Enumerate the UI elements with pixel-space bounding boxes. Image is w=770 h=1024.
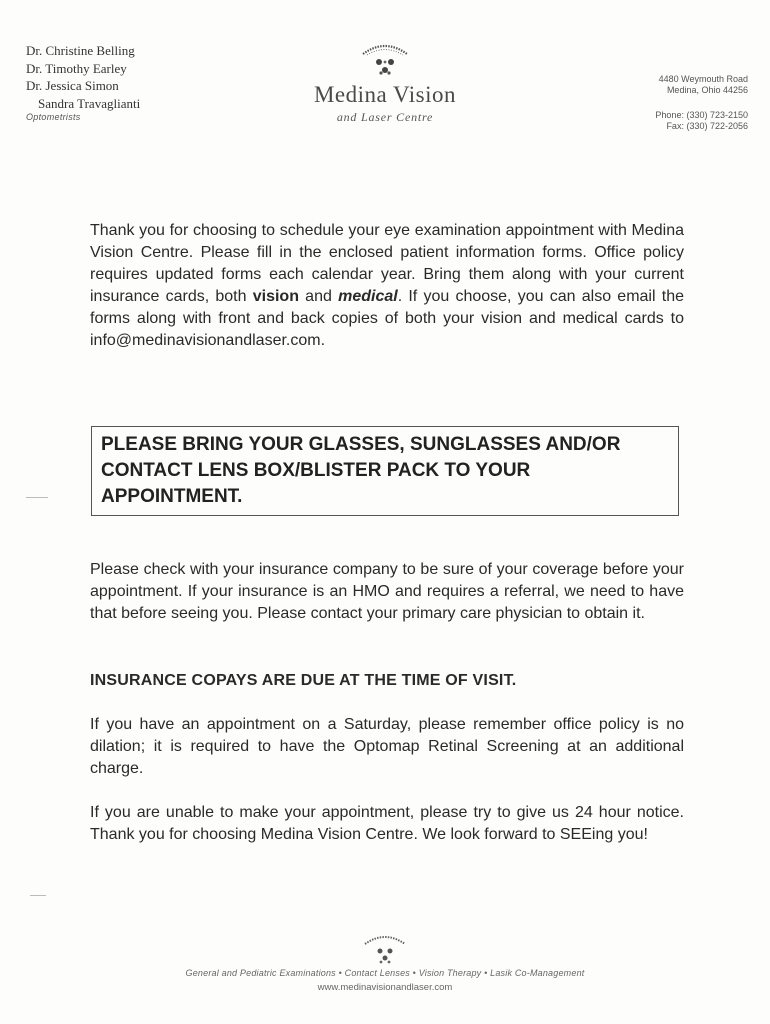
phone-number: Phone: (330) 723-2150	[655, 110, 748, 120]
eye-logo-icon	[355, 40, 415, 80]
fax-number: Fax: (330) 722-2056	[666, 121, 748, 131]
scan-artifact	[30, 895, 46, 896]
intro-text-continued: . If you choose, you can also email the forms along with front and back copies of both your vision and medical cards to info@medinavisionandlaser.com.	[90, 288, 684, 349]
address-city: Medina, Ohio 44256	[666, 85, 748, 95]
bring-glasses-callout: PLEASE BRING YOUR GLASSES, SUNGLASSES AND/OR CONTACT LENS BOX/BLISTER PACK TO YOUR APPOINTMENT.	[91, 426, 679, 516]
doctor-name: Sandra Travaglianti	[38, 95, 141, 111]
brand-name: Medina Vision	[313, 82, 457, 107]
intro-medical-emphasis: medical	[338, 288, 398, 305]
footer-website-link[interactable]: www.medinavisionandlaser.com	[317, 982, 453, 993]
insurance-paragraph: Please check with your insurance company to be sure of your coverage before your appointment. If your insurance is an HMO and requires a referral, we need to have that before seeing you. Please contact your primary care physician to obtain it.	[90, 561, 684, 622]
doctors-title: Optometrists	[26, 112, 81, 122]
doctor-name: Dr. Christine Belling	[26, 43, 135, 58]
footer-services: General and Pediatric Examinations • Contact Lenses • Vision Therapy • Lasik Co-Management	[185, 968, 585, 978]
brand-subtitle: and Laser Centre	[336, 110, 434, 124]
saturday-paragraph: If you have an appointment on a Saturday, please remember office policy is no dilation; it is required to have the Optomap Retinal Screening at an additional charge.	[90, 716, 684, 777]
closing-paragraph: If you are unable to make your appointment, please try to give us 24 hour notice. Thank you for choosing Medina Vision Centre. We look forward to SEEing you!	[90, 804, 684, 843]
copay-notice: INSURANCE COPAYS ARE DUE AT THE TIME OF VISIT.	[90, 672, 517, 689]
address-block	[548, 74, 748, 132]
scan-artifact	[26, 497, 48, 498]
doctor-name: Dr. Jessica Simon	[26, 78, 119, 93]
intro-and: and	[298, 288, 339, 305]
logo-block	[285, 40, 485, 125]
intro-text: Thank you for choosing to schedule your eye examination appointment with Medina Vision Centre. Please fill in the enclosed patient information forms. Office policy requires updated forms each calendar year. Bring them along with your current insurance cards, both	[90, 222, 684, 305]
address-street: 4480 Weymouth Road	[658, 74, 748, 84]
footer-eye-logo-icon	[355, 932, 415, 966]
intro-vision-emphasis: vision	[252, 288, 299, 305]
doctors-list	[26, 42, 236, 123]
doctor-name: Dr. Timothy Earley	[26, 60, 127, 76]
intro-paragraph	[90, 220, 684, 352]
